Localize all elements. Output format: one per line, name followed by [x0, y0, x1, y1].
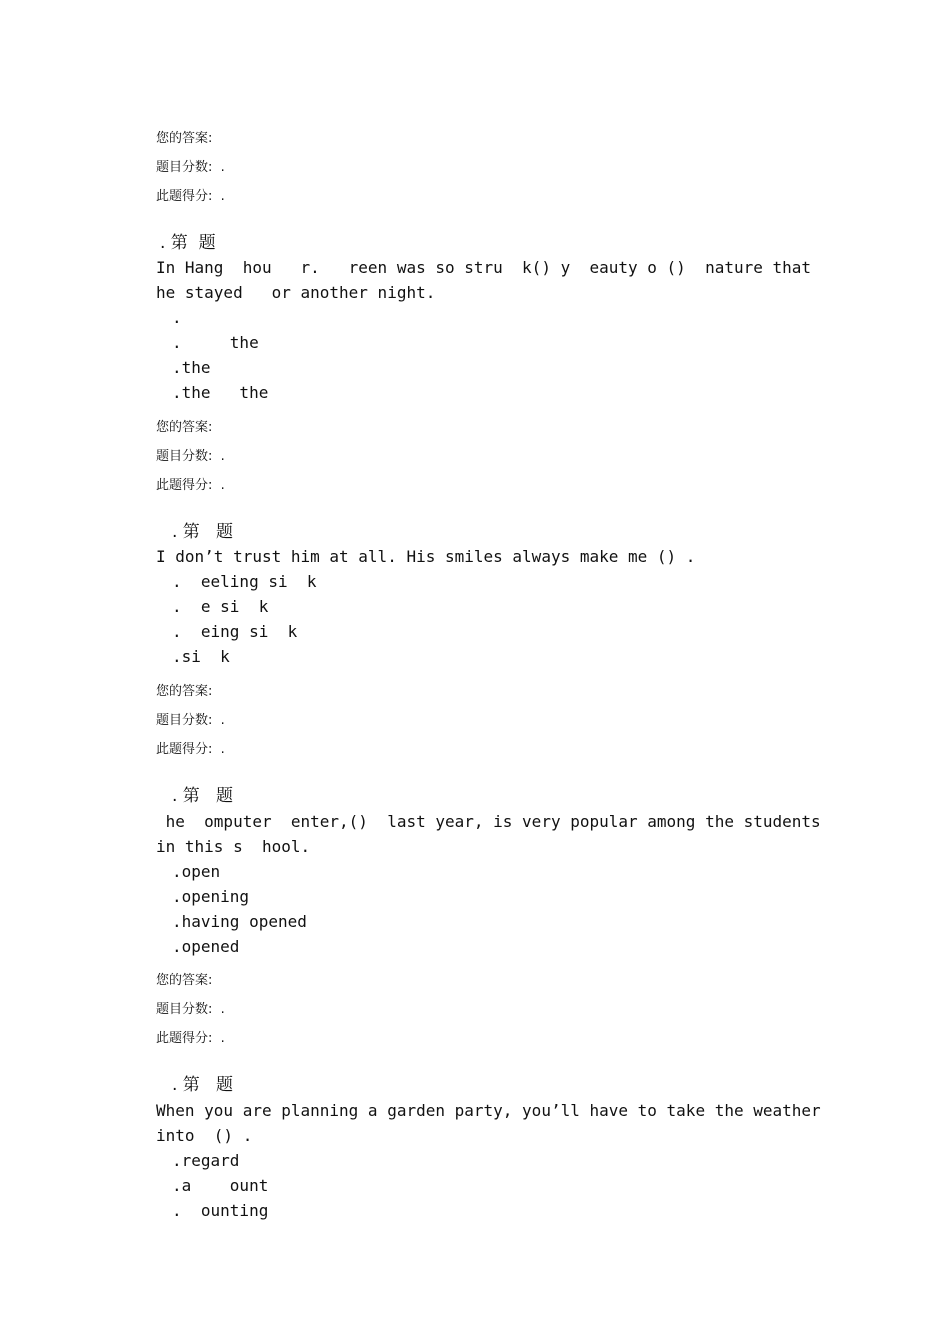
option-d[interactable]: .the the [172, 383, 269, 402]
question-stem-line: he stayed or another night. [156, 283, 436, 302]
question-stem-line: In Hang hou r. reen was so stru k() y eauty o () nature that [156, 258, 812, 277]
your-answer-label: 您的答案: [156, 684, 213, 699]
option-b[interactable]: .opening [172, 887, 250, 906]
your-answer-label: 您的答案: [156, 131, 213, 146]
option-c[interactable]: . ounting [172, 1201, 269, 1220]
option-c[interactable]: . eing si k [172, 622, 298, 641]
question-score-label: 题目分数: . [156, 449, 225, 464]
question-heading: . 第 题 [172, 1075, 234, 1095]
question-score-label: 题目分数: . [156, 1002, 225, 1017]
option-a[interactable]: . eeling si k [172, 572, 317, 591]
question-stem-line: into () . [156, 1126, 253, 1145]
option-c[interactable]: .having opened [172, 912, 307, 931]
question-score-label: 题目分数: . [156, 713, 225, 728]
question-heading: . 第 题 [172, 522, 234, 542]
option-a[interactable]: . [172, 308, 182, 327]
option-c[interactable]: .the [172, 358, 211, 377]
earned-score-label: 此题得分: . [156, 742, 225, 757]
option-b[interactable]: .a ount [172, 1176, 269, 1195]
question-score-label: 题目分数: . [156, 160, 225, 175]
option-b[interactable]: . the [172, 333, 259, 352]
question-heading: . 第 题 [160, 233, 216, 253]
option-a[interactable]: .open [172, 862, 221, 881]
question-stem-line: in this s hool. [156, 837, 311, 856]
question-stem-line: When you are planning a garden party, you’ll have to take the weather [156, 1101, 821, 1120]
option-a[interactable]: .regard [172, 1151, 240, 1170]
earned-score-label: 此题得分: . [156, 189, 225, 204]
option-b[interactable]: . e si k [172, 597, 269, 616]
option-d[interactable]: .opened [172, 937, 240, 956]
question-heading: . 第 题 [172, 786, 234, 806]
question-stem-line: he omputer enter,() last year, is very popular among the students [156, 812, 821, 831]
your-answer-label: 您的答案: [156, 420, 213, 435]
earned-score-label: 此题得分: . [156, 478, 225, 493]
option-d[interactable]: .si k [172, 647, 230, 666]
question-stem-line: I don’t trust him at all. His smiles always make me () . [156, 547, 696, 566]
your-answer-label: 您的答案: [156, 973, 213, 988]
earned-score-label: 此题得分: . [156, 1031, 225, 1046]
